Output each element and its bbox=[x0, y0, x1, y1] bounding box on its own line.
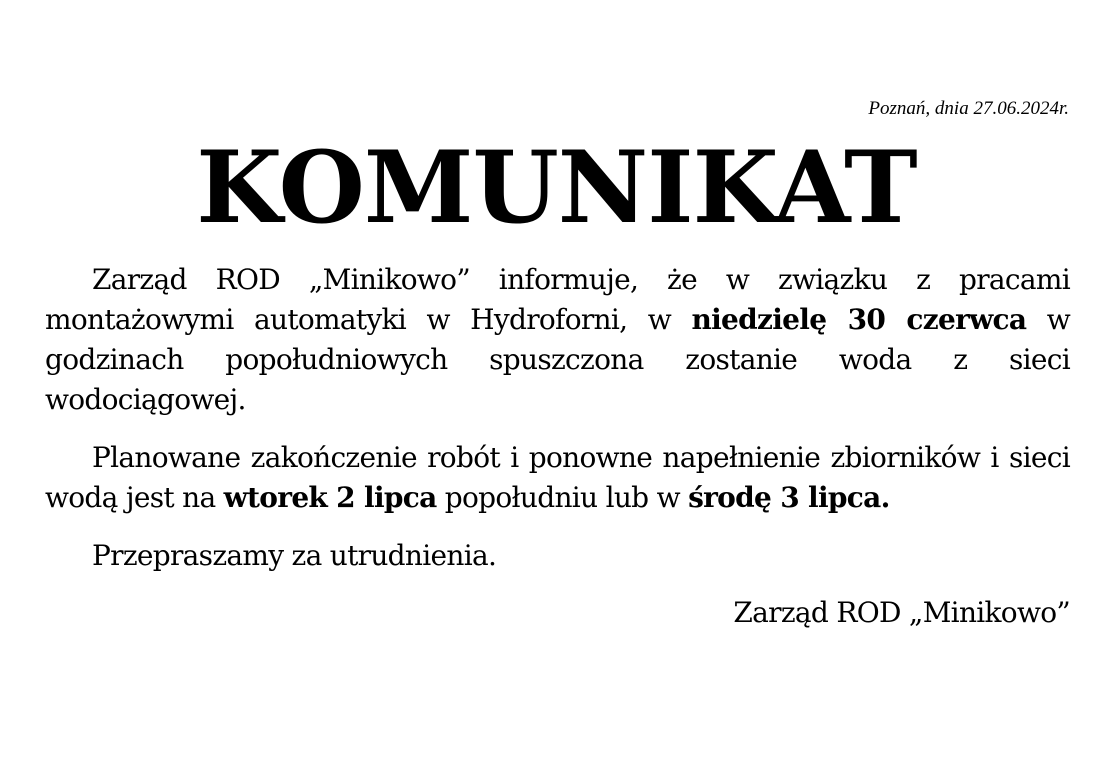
paragraph-completion-text-middle: popołudniu lub w bbox=[436, 481, 689, 514]
paragraph-completion-date-wednesday: środę 3 lipca. bbox=[688, 481, 890, 514]
document-date: Poznań, dnia 27.06.2024r. bbox=[868, 98, 1069, 119]
paragraph-apology: Przepraszamy za utrudnienia. bbox=[92, 539, 497, 572]
signature: Zarząd ROD „Minikowo” bbox=[733, 596, 1070, 629]
paragraph-announcement bbox=[45, 260, 1070, 420]
paragraph-announcement-date: niedzielę 30 czerwca bbox=[691, 303, 1027, 336]
document-title: KOMUNIKAT bbox=[196, 130, 917, 246]
paragraph-completion-text-before: Planowane zakończenie robót i ponowne napełnienie zbiorników i sieci wodą jest na bbox=[45, 441, 1070, 514]
paragraph-completion bbox=[45, 438, 1070, 518]
paragraph-announcement-text-before: Zarząd ROD „Minikowo” informuje, że w związku z pracami montażowymi automatyki w Hydroforni, w bbox=[45, 263, 1070, 336]
paragraph-announcement-text-after: w godzinach popołudniowych spuszczona zostanie woda z sieci wodociągowej. bbox=[45, 303, 1071, 416]
paragraph-completion-date-tuesday: wtorek 2 lipca bbox=[223, 481, 437, 514]
document-body bbox=[45, 260, 1070, 633]
